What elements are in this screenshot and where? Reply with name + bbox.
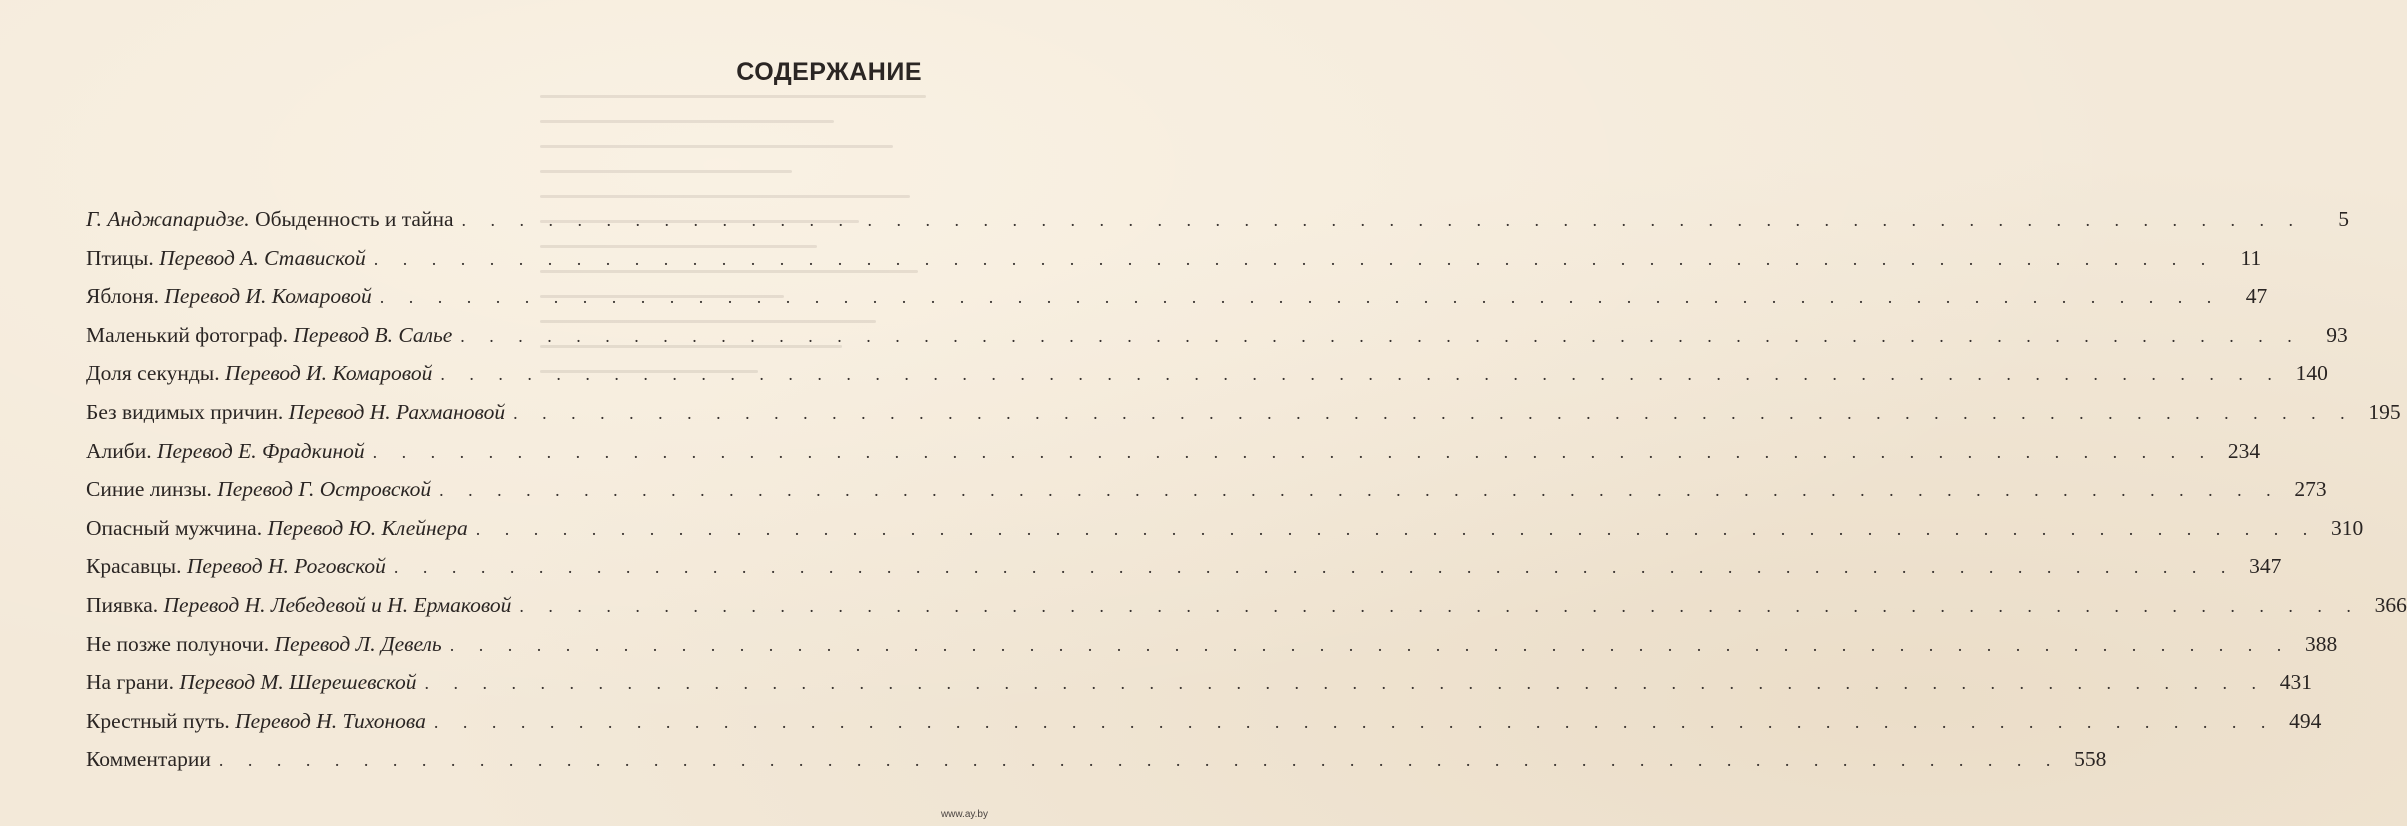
toc-entry	[86, 586, 2407, 625]
page-number: 388	[2304, 631, 2338, 656]
toc-entry-title	[86, 702, 426, 741]
toc-entry	[86, 547, 2282, 586]
page-number: 366	[2374, 592, 2407, 617]
entry-plain-text: Маленький фотограф.	[86, 322, 294, 347]
entry-italic-text: Перевод Е. Фрадкиной	[156, 438, 365, 463]
dot-leader: . . . . . . . . . . . . . . . . . . . . . . . . . . . . . . . . . . . . . . . . . . . . . . . . . . . . . . . . . . . . . . . .	[475, 518, 2318, 539]
entry-plain-text: Без видимых причин.	[86, 399, 289, 424]
dot-leader: . . . . . . . . . . . . . . . . . . . . . . . . . . . . . . . . . . . . . . . . . . . . . . . . . . . . . . . . . . . . . . . .	[440, 364, 2282, 385]
toc-entry-title	[86, 586, 511, 625]
toc-entry	[86, 625, 2338, 664]
entry-italic-text: Перевод В. Салье	[293, 322, 453, 347]
entry-italic-text: Перевод И. Комаровой	[225, 361, 433, 386]
toc-entry	[86, 432, 2261, 471]
entry-plain-text: Доля секунды.	[86, 361, 226, 386]
toc-entry	[86, 277, 2268, 316]
entry-italic-text: Перевод Н. Роговской	[186, 554, 386, 579]
dot-leader: . . . . . . . . . . . . . . . . . . . . . . . . . . . . . . . . . . . . . . . . . . . . . . . . . . . . . . . . . . . . . . . .	[519, 595, 2361, 616]
entry-plain-text: Не позже полуночи.	[86, 631, 275, 656]
dot-leader: . . . . . . . . . . . . . . . . . . . . . . . . . . . . . . . . . . . . . . . . . . . . . . . . . . . . . . . . . . . . . . . .	[433, 711, 2276, 732]
dot-leader: . . . . . . . . . . . . . . . . . . . . . . . . . . . . . . . . . . . . . . . . . . . . . . . . . . . . . . . . . . . . . . . .	[424, 673, 2266, 694]
page-number: 431	[2279, 670, 2312, 695]
toc-entry	[86, 663, 2312, 702]
page-number: 5	[2338, 207, 2350, 231]
toc-entry-title	[86, 354, 432, 393]
entry-italic-text: Перевод Н. Рахмановой	[288, 399, 506, 424]
toc-entry	[86, 316, 2348, 355]
dot-leader: . . . . . . . . . . . . . . . . . . . . . . . . . . . . . . . . . . . . . . . . . . . . . . . . . . . . . . . . . . . . . . . .	[460, 325, 2302, 346]
dot-leader: . . . . . . . . . . . . . . . . . . . . . . . . . . . . . . . . . . . . . . . . . . . . . . . . . . . . . . . . . . . . . . . .	[218, 750, 2061, 771]
page-number: 494	[2289, 708, 2322, 733]
entry-plain-text: Яблоня.	[86, 284, 165, 309]
entry-italic-text: Перевод Ю. Клейнера	[267, 515, 468, 540]
toc-entry-title	[86, 200, 454, 239]
page-number: 347	[2249, 554, 2282, 579]
dot-leader: . . . . . . . . . . . . . . . . . . . . . . . . . . . . . . . . . . . . . . . . . . . . . . . . . . . . . . . . . . . . . . . .	[373, 248, 2216, 269]
dot-leader: . . . . . . . . . . . . . . . . . . . . . . . . . . . . . . . . . . . . . . . . . . . . . . . . . . . . . . . . . . . . . . . .	[449, 634, 2292, 655]
toc-entry-title	[86, 393, 505, 432]
toc-entry	[86, 239, 2262, 278]
entry-italic-text: Перевод Л. Девель	[274, 631, 442, 656]
dot-leader: . . . . . . . . . . . . . . . . . . . . . . . . . . . . . . . . . . . . . . . . . . . . . . . . . . . . . . . . . . . . . . . .	[393, 557, 2236, 578]
toc-entry	[86, 354, 2328, 393]
dot-leader: . . . . . . . . . . . . . . . . . . . . . . . . . . . . . . . . . . . . . . . . . . . . . . . . . . . . . . . . . . . . . . . .	[439, 480, 2281, 501]
entry-italic-text: Перевод И. Комаровой	[164, 284, 372, 309]
entry-plain-text: Комментарии	[86, 747, 211, 772]
page-number: 47	[2245, 284, 2268, 309]
page-heading: СОДЕРЖАНИЕ	[736, 58, 922, 86]
toc-entry	[86, 393, 2401, 432]
toc-entry	[86, 200, 2350, 239]
entry-plain-text: Опасный мужчина.	[86, 515, 268, 540]
toc-entry-title	[86, 470, 431, 509]
entry-plain-text: Синие линзы.	[86, 477, 218, 502]
page-number: 195	[2368, 399, 2401, 424]
entry-italic-text: Перевод Г. Островской	[217, 477, 432, 502]
entry-italic-text: Г. Анджапаридзе.	[86, 207, 250, 231]
toc-entry	[86, 740, 2107, 779]
dot-leader: . . . . . . . . . . . . . . . . . . . . . . . . . . . . . . . . . . . . . . . . . . . . . . . . . . . . . . . . . . . . . . . .	[513, 402, 2355, 423]
page-number: 11	[2240, 245, 2262, 270]
toc-entry	[86, 509, 2364, 548]
toc-entry-title	[86, 625, 442, 664]
page-number: 140	[2295, 361, 2328, 386]
page-number: 558	[2074, 747, 2107, 772]
dot-leader: . . . . . . . . . . . . . . . . . . . . . . . . . . . . . . . . . . . . . . . . . . . . . . . . . . . . . . . . . . . . . . . .	[379, 287, 2222, 308]
entry-plain-text: На грани.	[86, 670, 180, 695]
page-number: 310	[2330, 515, 2364, 540]
page-number: 273	[2294, 477, 2327, 502]
toc-entry-title	[86, 509, 468, 548]
entry-italic-text: Перевод М. Шерешевской	[179, 670, 417, 695]
watermark: www.ay.by	[940, 809, 988, 820]
toc-entry-title	[86, 316, 452, 355]
toc-entry-title	[86, 432, 365, 471]
toc-entry	[86, 702, 2322, 741]
entry-plain-text: Красавцы.	[86, 554, 187, 579]
toc-entry	[86, 470, 2327, 509]
entry-italic-text: Перевод Н. Тихонова	[235, 708, 426, 733]
dot-leader: . . . . . . . . . . . . . . . . . . . . . . . . . . . . . . . . . . . . . . . . . . . . . . . . . . . . . . . . . . . . . . . .	[461, 210, 2304, 230]
toc-entry-title	[86, 277, 372, 316]
entry-plain-text: Пиявка.	[86, 592, 164, 617]
entry-plain-text: Крестный путь.	[86, 708, 236, 733]
page-number: 234	[2227, 438, 2261, 463]
page-number: 93	[2326, 322, 2348, 347]
entry-plain-text: Алиби.	[86, 438, 157, 463]
entry-plain-text: Обыденность и тайна	[249, 207, 454, 231]
toc-entry-title	[86, 663, 416, 702]
toc-entry-title	[86, 547, 386, 586]
entry-italic-text: Перевод А. Ставиской	[159, 245, 366, 270]
toc-entry-title	[86, 740, 211, 779]
table-of-contents	[86, 200, 2407, 779]
entry-plain-text: Птицы.	[86, 245, 160, 270]
toc-entry-title	[86, 239, 366, 278]
dot-leader: . . . . . . . . . . . . . . . . . . . . . . . . . . . . . . . . . . . . . . . . . . . . . . . . . . . . . . . . . . . . . . . .	[372, 441, 2215, 462]
entry-italic-text: Перевод Н. Лебедевой и Н. Ермаковой	[163, 592, 512, 617]
